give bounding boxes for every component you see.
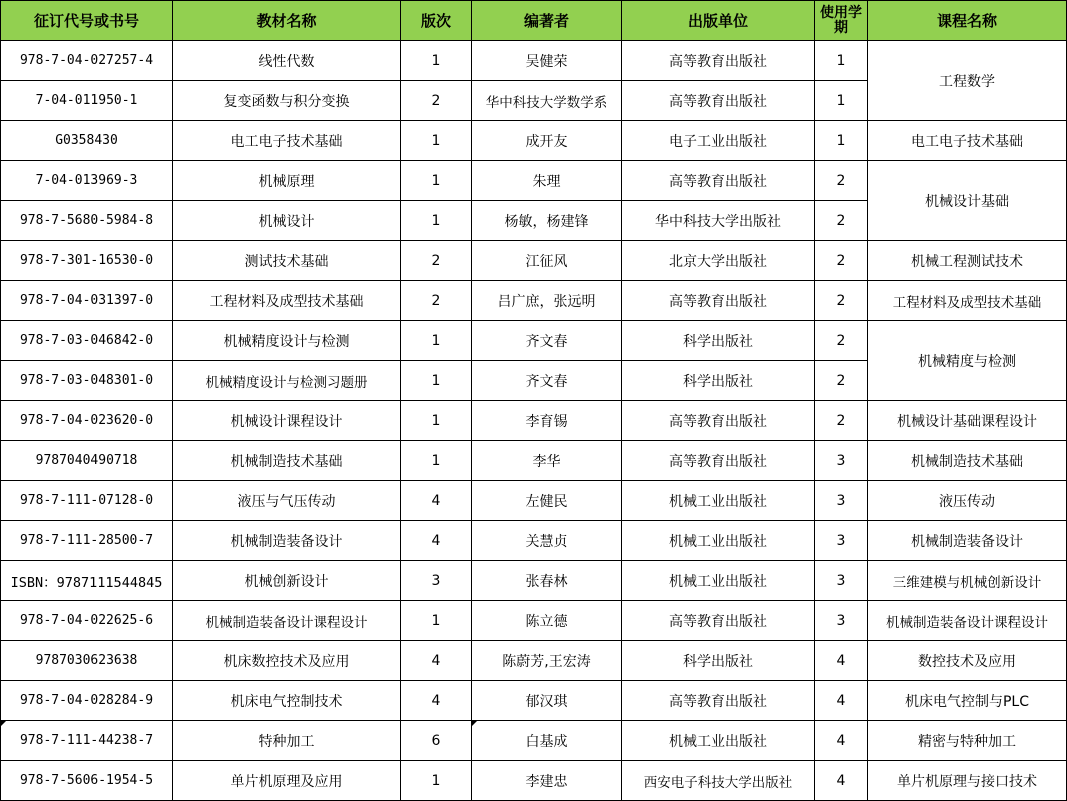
- cell-author: 左健民: [472, 481, 622, 521]
- cell-edition: 2: [401, 281, 472, 321]
- cell-publisher: 华中科技大学出版社: [622, 201, 815, 241]
- cell-edition: 1: [401, 321, 472, 361]
- cell-book-name: 工程材料及成型技术基础: [173, 281, 401, 321]
- cell-code: ISBN：9787111544845: [1, 561, 173, 601]
- cell-term: 3: [815, 441, 868, 481]
- table-row: [1, 441, 1067, 481]
- cell-course: 数控技术及应用: [868, 641, 1067, 681]
- cell-book-name: 单片机原理及应用: [173, 761, 401, 801]
- table-row: [1, 641, 1067, 681]
- cell-course: 三维建模与机械创新设计: [868, 561, 1067, 601]
- cell-author: 关慧贞: [472, 521, 622, 561]
- cell-author: 李育锡: [472, 401, 622, 441]
- cell-author: 张春林: [472, 561, 622, 601]
- table-row: [1, 601, 1067, 641]
- cell-code: 978-7-04-031397-0: [1, 281, 173, 321]
- cell-code: 978-7-04-022625-6: [1, 601, 173, 641]
- cell-course: 工程数学: [868, 41, 1067, 121]
- cell-publisher: 科学出版社: [622, 321, 815, 361]
- cell-publisher: 高等教育出版社: [622, 281, 815, 321]
- cell-course: 机械工程测试技术: [868, 241, 1067, 281]
- cell-book-name: 电工电子技术基础: [173, 121, 401, 161]
- cell-course: 机床电气控制与PLC: [868, 681, 1067, 721]
- cell-course: 单片机原理与接口技术: [868, 761, 1067, 801]
- cell-publisher: 高等教育出版社: [622, 41, 815, 81]
- cell-term: 4: [815, 681, 868, 721]
- header-course: 课程名称: [868, 1, 1067, 41]
- cell-book-name: 线性代数: [173, 41, 401, 81]
- cell-course: 电工电子技术基础: [868, 121, 1067, 161]
- cell-term: 3: [815, 601, 868, 641]
- cell-book-name: 机械设计: [173, 201, 401, 241]
- cell-author: 华中科技大学数学系: [472, 81, 622, 121]
- cell-code: 7-04-013969-3: [1, 161, 173, 201]
- cell-code: 978-7-03-046842-0: [1, 321, 173, 361]
- cell-code: 978-7-301-16530-0: [1, 241, 173, 281]
- cell-publisher: 高等教育出版社: [622, 401, 815, 441]
- cell-publisher: 高等教育出版社: [622, 681, 815, 721]
- cell-term: 2: [815, 321, 868, 361]
- header-publisher: 出版单位: [622, 1, 815, 41]
- cell-edition: 2: [401, 241, 472, 281]
- cell-book-name: 机械精度设计与检测习题册: [173, 361, 401, 401]
- cell-term: 1: [815, 81, 868, 121]
- cell-book-name: 机床数控技术及应用: [173, 641, 401, 681]
- cell-edition: 1: [401, 161, 472, 201]
- cell-author: 陈立德: [472, 601, 622, 641]
- cell-code: 978-7-04-028284-9: [1, 681, 173, 721]
- header-author: 编著者: [472, 1, 622, 41]
- cell-edition: 2: [401, 81, 472, 121]
- cell-publisher: 机械工业出版社: [622, 561, 815, 601]
- cell-book-name: 机械制造装备设计: [173, 521, 401, 561]
- cell-code: 978-7-111-07128-0: [1, 481, 173, 521]
- cell-term: 3: [815, 561, 868, 601]
- table-row: [1, 721, 1067, 761]
- cell-author: 郁汉琪: [472, 681, 622, 721]
- cell-code: 978-7-111-44238-7: [1, 721, 173, 761]
- header-row: [1, 1, 1067, 41]
- cell-course: 机械精度与检测: [868, 321, 1067, 401]
- cell-book-name: 机床电气控制技术: [173, 681, 401, 721]
- cell-book-name: 机械设计课程设计: [173, 401, 401, 441]
- cell-edition: 6: [401, 721, 472, 761]
- cell-publisher: 高等教育出版社: [622, 601, 815, 641]
- cell-term: 1: [815, 41, 868, 81]
- cell-term: 3: [815, 521, 868, 561]
- cell-course: 机械设计基础课程设计: [868, 401, 1067, 441]
- cell-author: 朱理: [472, 161, 622, 201]
- cell-author: 杨敏，杨建锋: [472, 201, 622, 241]
- cell-code: 978-7-111-28500-7: [1, 521, 173, 561]
- table-row: [1, 561, 1067, 601]
- cell-edition: 4: [401, 641, 472, 681]
- cell-publisher: 高等教育出版社: [622, 81, 815, 121]
- table-row: [1, 481, 1067, 521]
- cell-book-name: 机械制造装备设计课程设计: [173, 601, 401, 641]
- cell-term: 2: [815, 201, 868, 241]
- cell-course: 机械设计基础: [868, 161, 1067, 241]
- cell-term: 2: [815, 161, 868, 201]
- table-row: [1, 521, 1067, 561]
- cell-term: 1: [815, 121, 868, 161]
- cell-author: 吴健荣: [472, 41, 622, 81]
- cell-term: 4: [815, 641, 868, 681]
- cell-edition: 4: [401, 481, 472, 521]
- table-row: [1, 321, 1067, 361]
- cell-term: 2: [815, 281, 868, 321]
- cell-course: 精密与特种加工: [868, 721, 1067, 761]
- table-row: [1, 41, 1067, 81]
- cell-code: 9787030623638: [1, 641, 173, 681]
- cell-publisher: 高等教育出版社: [622, 441, 815, 481]
- cell-publisher: 机械工业出版社: [622, 481, 815, 521]
- cell-author: 齐文春: [472, 361, 622, 401]
- cell-edition: 1: [401, 761, 472, 801]
- cell-publisher: 科学出版社: [622, 361, 815, 401]
- table-row: [1, 241, 1067, 281]
- cell-code: 978-7-04-023620-0: [1, 401, 173, 441]
- table-row: [1, 161, 1067, 201]
- cell-publisher: 机械工业出版社: [622, 721, 815, 761]
- cell-term: 3: [815, 481, 868, 521]
- cell-term: 4: [815, 761, 868, 801]
- cell-term: 2: [815, 241, 868, 281]
- cell-course: 液压传动: [868, 481, 1067, 521]
- cell-term: 4: [815, 721, 868, 761]
- cell-code: 978-7-04-027257-4: [1, 41, 173, 81]
- cell-publisher: 机械工业出版社: [622, 521, 815, 561]
- header-code: 征订代号或书号: [1, 1, 173, 41]
- cell-edition: 1: [401, 201, 472, 241]
- cell-book-name: 机械原理: [173, 161, 401, 201]
- header-edition: 版次: [401, 1, 472, 41]
- cell-edition: 1: [401, 441, 472, 481]
- cell-edition: 1: [401, 41, 472, 81]
- cell-course: 机械制造装备设计: [868, 521, 1067, 561]
- cell-publisher: 电子工业出版社: [622, 121, 815, 161]
- cell-book-name: 机械精度设计与检测: [173, 321, 401, 361]
- cell-term: 2: [815, 361, 868, 401]
- cell-code: 978-7-03-048301-0: [1, 361, 173, 401]
- cell-book-name: 复变函数与积分变换: [173, 81, 401, 121]
- cell-book-name: 特种加工: [173, 721, 401, 761]
- cell-author: 白基成: [472, 721, 622, 761]
- cell-code: G0358430: [1, 121, 173, 161]
- header-term: 使用学期: [815, 1, 868, 41]
- cell-course: 工程材料及成型技术基础: [868, 281, 1067, 321]
- table-row: [1, 681, 1067, 721]
- cell-book-name: 测试技术基础: [173, 241, 401, 281]
- table-row: [1, 761, 1067, 801]
- cell-edition: 1: [401, 401, 472, 441]
- cell-publisher: 北京大学出版社: [622, 241, 815, 281]
- cell-edition: 4: [401, 681, 472, 721]
- cell-publisher: 高等教育出版社: [622, 161, 815, 201]
- cell-author: 陈蔚芳,王宏涛: [472, 641, 622, 681]
- cell-edition: 1: [401, 121, 472, 161]
- cell-publisher: 西安电子科技大学出版社: [622, 761, 815, 801]
- cell-book-name: 机械制造技术基础: [173, 441, 401, 481]
- cell-code: 7-04-011950-1: [1, 81, 173, 121]
- cell-term: 2: [815, 401, 868, 441]
- cell-book-name: 液压与气压传动: [173, 481, 401, 521]
- header-book-name: 教材名称: [173, 1, 401, 41]
- cell-author: 李华: [472, 441, 622, 481]
- cell-course: 机械制造技术基础: [868, 441, 1067, 481]
- cell-edition: 4: [401, 521, 472, 561]
- cell-author: 成开友: [472, 121, 622, 161]
- cell-publisher: 科学出版社: [622, 641, 815, 681]
- cell-edition: 1: [401, 361, 472, 401]
- cell-course: 机械制造装备设计课程设计: [868, 601, 1067, 641]
- table-row: [1, 281, 1067, 321]
- cell-edition: 1: [401, 601, 472, 641]
- cell-book-name: 机械创新设计: [173, 561, 401, 601]
- cell-code: 978-7-5680-5984-8: [1, 201, 173, 241]
- cell-author: 齐文春: [472, 321, 622, 361]
- cell-author: 江征风: [472, 241, 622, 281]
- cell-code: 9787040490718: [1, 441, 173, 481]
- cell-edition: 3: [401, 561, 472, 601]
- table-row: [1, 121, 1067, 161]
- cell-author: 李建忠: [472, 761, 622, 801]
- table-row: [1, 401, 1067, 441]
- cell-author: 吕广庶，张远明: [472, 281, 622, 321]
- cell-code: 978-7-5606-1954-5: [1, 761, 173, 801]
